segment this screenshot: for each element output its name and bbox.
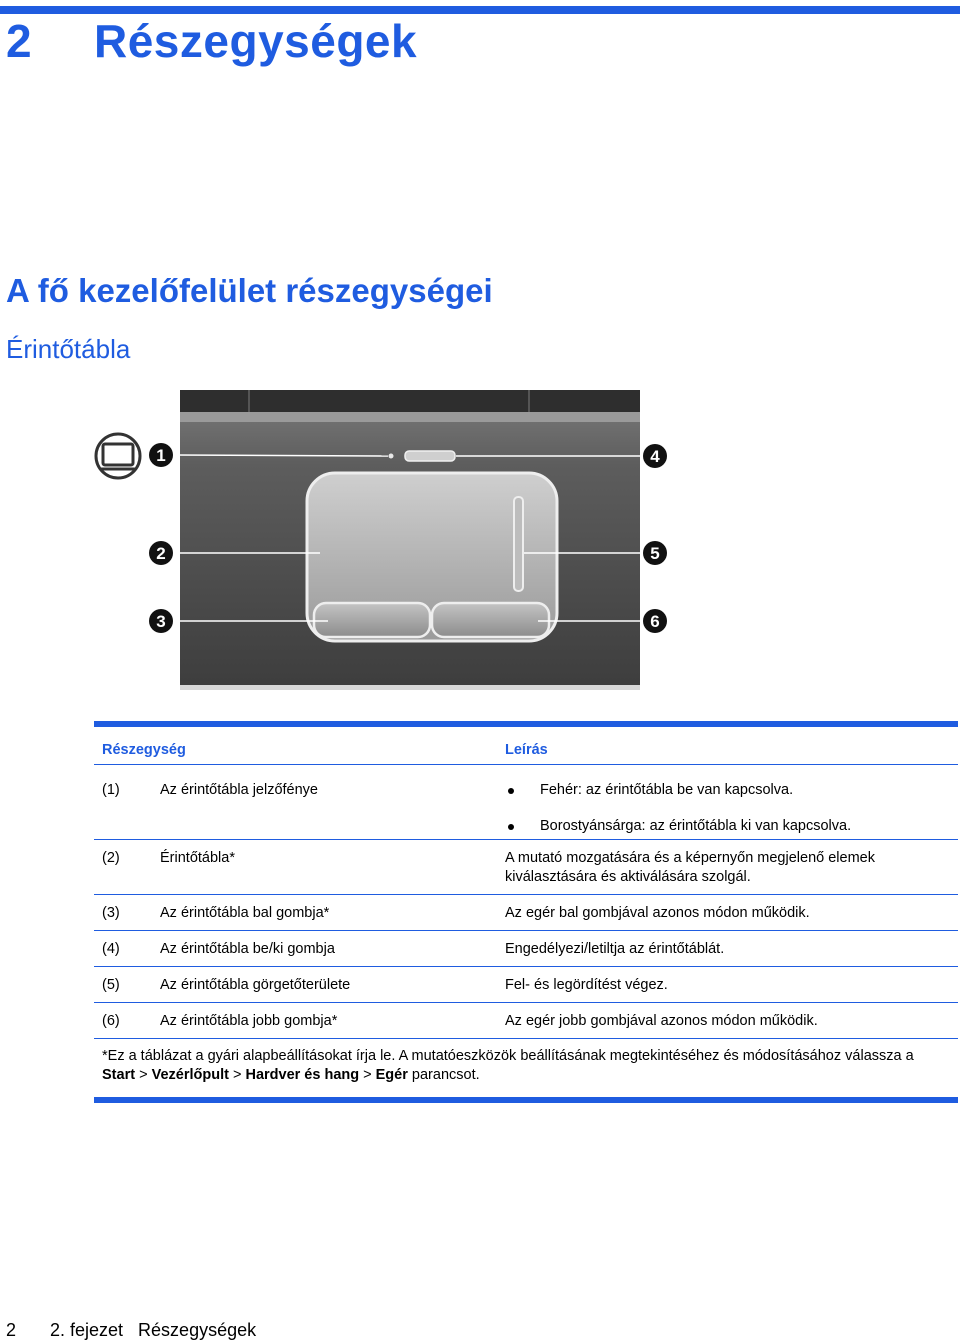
list-item: Fehér: az érintőtábla be van kapcsolva. [505,781,955,800]
table-bottom-rule [94,1097,958,1103]
callout-2-label: 2 [156,544,166,563]
table-row [94,895,958,931]
footnote-text: *Ez a táblázat a gyári alapbeállításokat írja le. A mutatóeszközök beállításának megtekintéséhez és módosításához válassza a [102,1048,914,1064]
callout-3-label: 3 [156,612,166,631]
touchpad-icon [96,434,140,478]
footnote-control-panel: Vezérlőpult [151,1067,229,1083]
row-part: Érintőtábla* [160,850,235,866]
row-part: Az érintőtábla be/ki gombja [160,941,335,957]
components-table [94,721,958,1103]
row-number: (3) [102,905,120,921]
touchpad-onoff-button [405,451,455,461]
chapter-rule [0,6,960,14]
touchpad-indicator-light [389,454,394,459]
row-part: Az érintőtábla bal gombja* [160,905,330,921]
header-part: Részegység [102,742,186,758]
callout-4-label: 4 [650,447,660,466]
table-row [94,931,958,967]
callout-5-label: 5 [650,544,660,563]
right-touchpad-button [432,603,549,637]
row-number: (4) [102,941,120,957]
footnote-separator: > [359,1067,376,1083]
chapter-number: 2 [6,15,33,67]
list-item: Borostyánsárga: az érintőtábla ki van kapcsolva. [505,817,955,836]
table-row [94,840,958,895]
row-part: Az érintőtábla jobb gombja* [160,1013,338,1029]
row-number: (5) [102,977,120,993]
chapter-heading [6,14,417,68]
callout-1-label: 1 [156,446,166,465]
table-row [94,765,958,840]
page-footer [6,1320,256,1341]
row-description: A mutató mozgatására és a képernyőn megjelenő elemek kiválasztására és aktiválására szolgál. [505,850,875,885]
footnote-hardware-sound: Hardver és hang [245,1067,360,1083]
footnote-separator: > [228,1067,246,1083]
callout-6-label: 6 [650,612,660,631]
footnote-text-end: parancsot. [407,1067,480,1083]
footnote-start: Start [102,1067,136,1083]
header-description: Leírás [505,742,548,758]
subsection-title: Érintőtábla [6,334,131,364]
section-title: A fő kezelőfelület részegységei [6,272,493,309]
row-number: (6) [102,1013,120,1029]
table-header-row [94,727,958,765]
table-row [94,967,958,1003]
page-number: 2 [6,1320,17,1340]
table-row [94,1003,958,1039]
row-description: Az egér jobb gombjával azonos módon működik. [505,1013,818,1029]
row-description [505,781,955,836]
left-touchpad-button [314,603,430,637]
row-part: Az érintőtábla görgetőterülete [160,977,351,993]
row-description: Engedélyezi/letiltja az érintőtáblát. [505,941,725,957]
touchpad-figure [88,385,688,700]
row-number: (1) [102,782,120,798]
chapter-title: Részegységek [94,15,418,67]
footnote-separator: > [135,1067,152,1083]
row-part: Az érintőtábla jelzőfénye [160,782,318,798]
table-footnote [94,1039,958,1097]
footnote-mouse: Egér [375,1067,408,1083]
row-description: Az egér bal gombjával azonos módon működik. [505,905,810,921]
row-number: (2) [102,850,120,866]
footer-chapter-label: 2. fejezet Részegységek [50,1320,257,1340]
scroll-zone [514,497,523,591]
row-description: Fel- és legördítést végez. [505,977,668,993]
